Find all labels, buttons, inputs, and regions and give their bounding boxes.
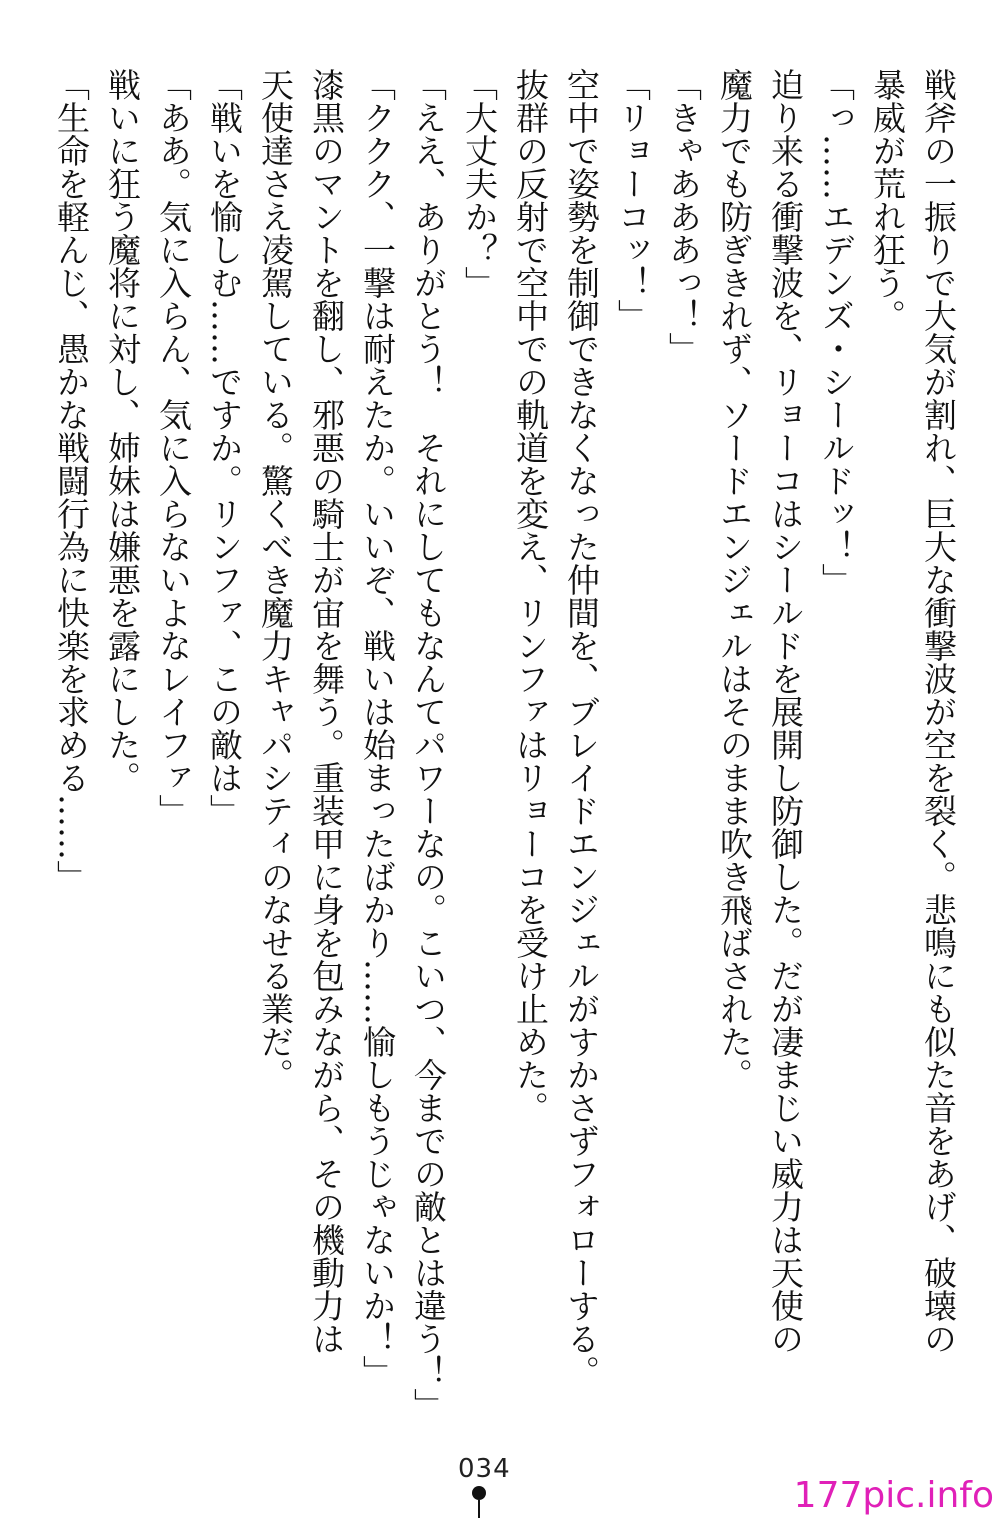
text-line-17: 戦いに狂う魔将に対し、姉妹は嫌悪を露にした。 — [103, 68, 142, 794]
text-line-4: 迫り来る衝撃波を、リョーコはシールドを展開し防御した。だが凄まじい威力は天使の — [766, 68, 805, 1355]
text-line-3: 「っ……エデンズ・シールドッ！」 — [817, 68, 856, 596]
page-number: 034 — [458, 1454, 511, 1484]
text-line-6: 「きゃあああっ！」 — [664, 68, 703, 365]
text-line-14: 天使達さえ凌駕している。驚くべき魔力キャパシティのなせる業だ。 — [256, 68, 295, 1091]
text-line-5: 魔力でも防ぎきれず、ソードエンジェルはそのまま吹き飛ばされた。 — [715, 68, 754, 1091]
text-line-9: 抜群の反射で空中での軌道を変え、リンファはリョーコを受け止めた。 — [511, 68, 550, 1124]
text-line-11: 「ええ、ありがとう！ それにしてもなんてパワーなの。こいつ、今までの敵とは違う！」 — [409, 68, 448, 1421]
watermark-link[interactable]: 177pic.info — [780, 1472, 994, 1520]
text-line-7: 「リョーコッ！」 — [613, 68, 652, 332]
text-line-16: 「ああ。気に入らん、気に入らないよなレイファ」 — [154, 68, 193, 827]
text-line-1: 戦斧の一振りで大気が割れ、巨大な衝撃波が空を裂く。悲鳴にも似た音をあげ、破壊の — [919, 68, 958, 1355]
text-line-12: 「ククク、一撃は耐えたか。いいぞ、戦いは始まったばかり……愉しもうじゃないか！」 — [358, 68, 397, 1388]
text-line-2: 暴威が荒れ狂う。 — [868, 68, 907, 332]
text-line-8: 空中で姿勢を制御できなくなった仲間を、ブレイドエンジェルがすかさずフォローする。 — [562, 68, 601, 1388]
text-line-10: 「大丈夫か？」 — [460, 68, 499, 299]
text-line-18: 「生命を軽んじ、愚かな戦闘行為に快楽を求める……」 — [52, 68, 91, 893]
text-line-13: 漆黒のマントを翻し、邪悪の騎士が宙を舞う。重装甲に身を包みながら、その機動力は — [307, 68, 346, 1355]
page-marker-dot-icon — [472, 1486, 486, 1500]
vertical-text-body — [24, 68, 964, 1438]
page-marker-stem — [478, 1500, 480, 1518]
text-line-15: 「戦いを愉しむ……ですか。リンファ、この敵は」 — [205, 68, 244, 827]
